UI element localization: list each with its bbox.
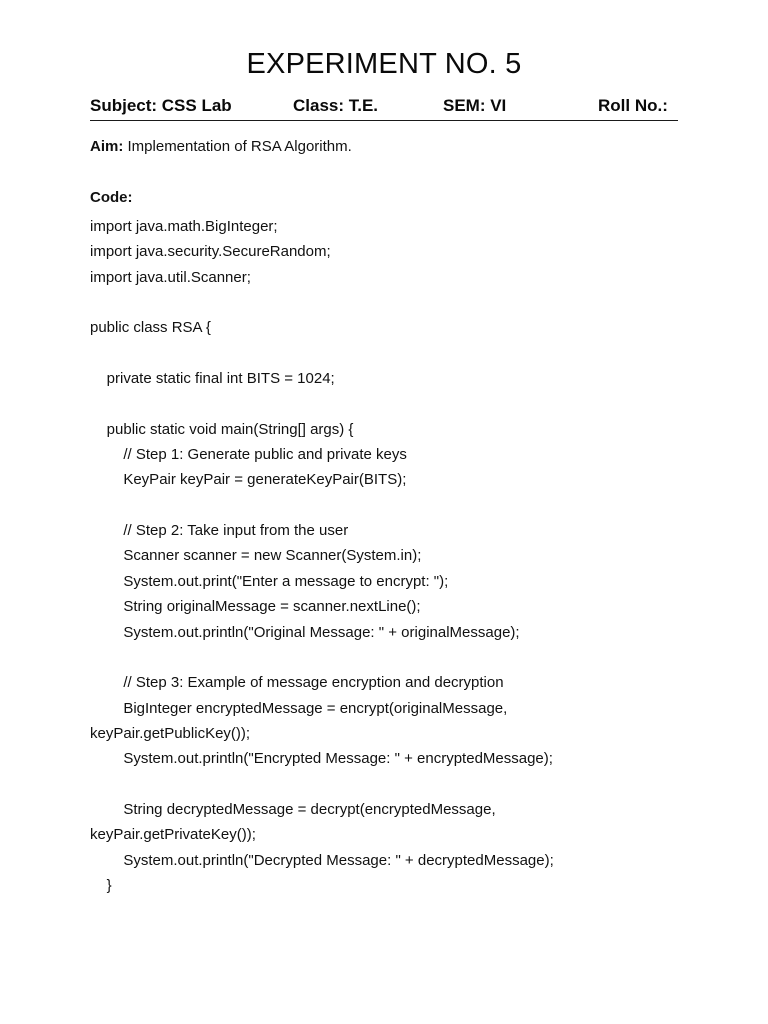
code-line: System.out.print("Enter a message to encrypt: "); — [90, 572, 449, 590]
code-line: import java.math.BigInteger; — [90, 218, 278, 235]
code-line: // Step 1: Generate public and private keys — [90, 446, 407, 464]
code-line: System.out.println("Encrypted Message: " + encryptedMessage); — [90, 750, 553, 768]
code-line: private static final int BITS = 1024; — [90, 370, 335, 388]
class-label: Class: T.E. — [293, 96, 379, 115]
code-line: public class RSA { — [90, 319, 211, 337]
code-line: import java.security.SecureRandom; — [90, 243, 331, 261]
code-line: System.out.println("Original Message: " + originalMessage); — [90, 623, 520, 641]
code-line: // Step 2: Take input from the user — [90, 522, 349, 540]
code-line — [90, 493, 690, 518]
sem-label: SEM: VI — [443, 96, 507, 115]
code-line: keyPair.getPrivateKey()); — [90, 826, 256, 844]
code-line: import java.util.Scanner; — [90, 268, 251, 286]
aim-line — [90, 138, 352, 155]
code-line — [90, 290, 690, 315]
code-line: KeyPair keyPair = generateKeyPair(BITS); — [90, 471, 407, 489]
header-divider — [90, 120, 678, 121]
code-line: String decryptedMessage = decrypt(encryptedMessage, — [90, 800, 496, 818]
experiment-header — [90, 96, 678, 120]
code-line: public static void main(String[] args) { — [90, 420, 354, 438]
code-line — [90, 391, 690, 416]
code-line: Scanner scanner = new Scanner(System.in); — [90, 547, 422, 565]
code-line — [90, 645, 690, 670]
page-title: EXPERIMENT NO. 5 — [246, 48, 522, 80]
code-line: BigInteger encryptedMessage = encrypt(originalMessage, — [90, 699, 508, 717]
code-block — [90, 214, 690, 898]
aim-text: Implementation of RSA Algorithm. — [123, 138, 352, 155]
code-line — [90, 341, 690, 366]
subject-label: Subject: CSS Lab — [90, 96, 232, 115]
code-label: Code: — [90, 189, 133, 206]
code-line: // Step 3: Example of message encryption and decryption — [90, 674, 504, 692]
aim-label: Aim: — [90, 138, 124, 155]
code-line: keyPair.getPublicKey()); — [90, 724, 251, 742]
code-line: String originalMessage = scanner.nextLine(); — [90, 598, 421, 616]
roll-no-label: Roll No.: — [598, 96, 668, 115]
code-line — [90, 772, 690, 797]
code-line: } — [90, 876, 112, 894]
code-line: System.out.println("Decrypted Message: " + decryptedMessage); — [90, 851, 554, 869]
